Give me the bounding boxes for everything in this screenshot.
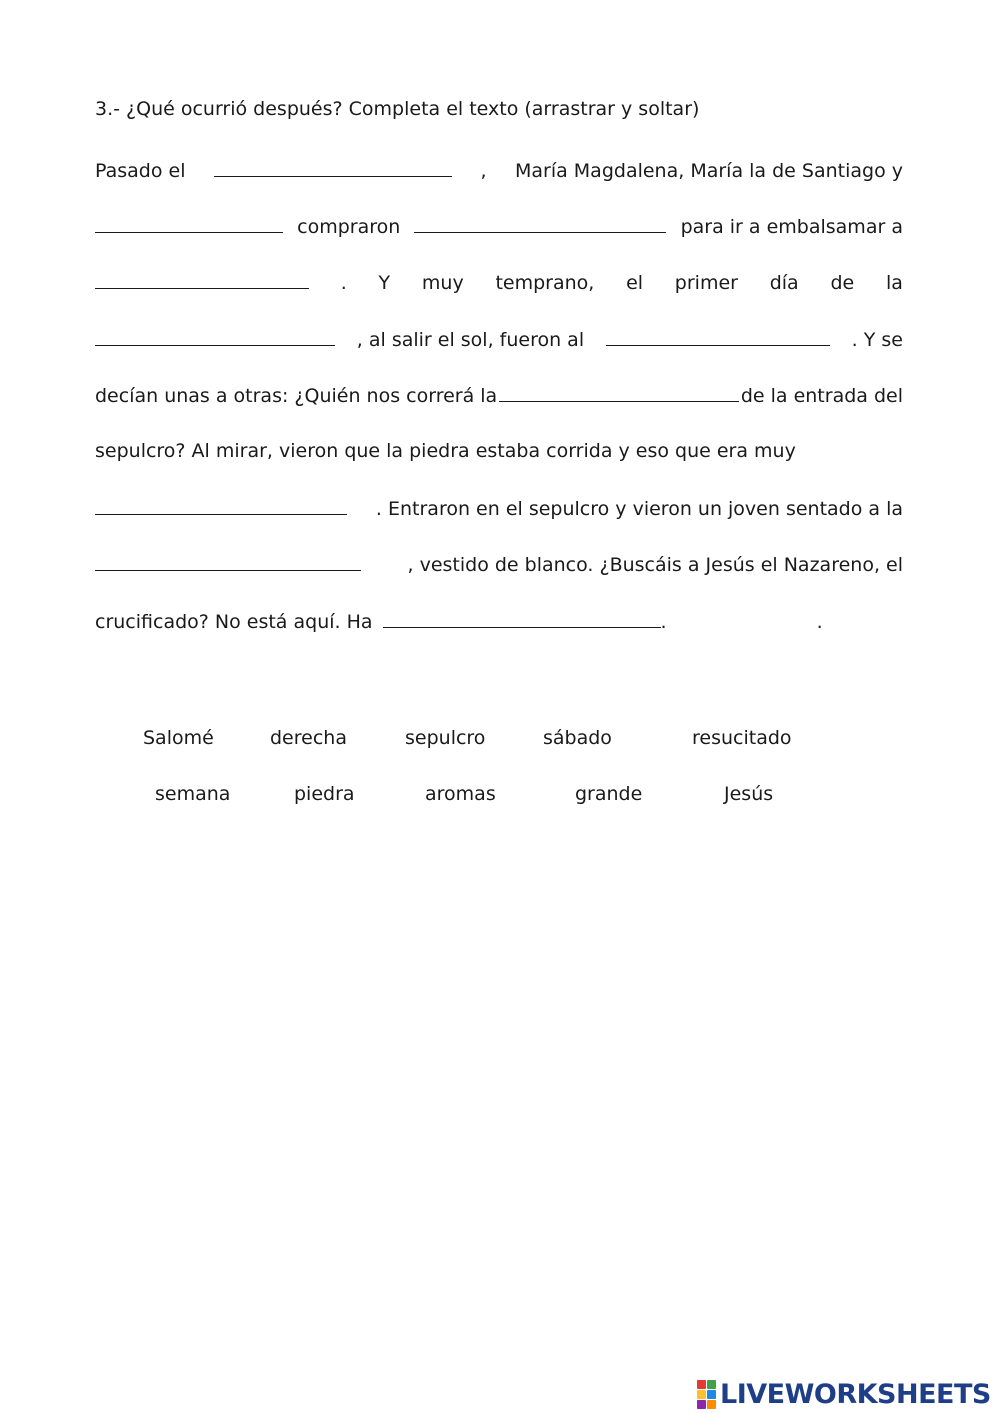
text-segment: sepulcro? Al mirar, vieron que la piedra estaba corrida y eso que era muy [95,440,796,462]
text-segment: . [816,611,823,633]
logo-square [697,1380,706,1389]
logo-icon [697,1380,716,1409]
text-line [95,158,903,186]
word-tile[interactable]: Jesús [724,783,774,805]
answer-blank[interactable] [499,383,739,402]
text-segment: crucificado? No está aquí. Ha [95,611,373,633]
word-tile[interactable]: sábado [543,727,612,749]
text-segment: Pasado el [95,160,186,182]
text-segment: muy [421,272,464,294]
answer-blank[interactable] [95,327,335,346]
answer-blank[interactable] [95,496,347,515]
text-line [95,496,903,524]
logo-square [707,1380,716,1389]
answer-blank[interactable] [383,609,661,628]
liveworksheets-logo [697,1377,991,1411]
answer-blank[interactable] [95,552,361,571]
text-segment: , vestido de blanco. ¿Buscáis a Jesús el Nazareno, el [407,554,903,576]
word-tile[interactable]: sepulcro [405,727,486,749]
text-segment: . Y se [851,329,903,351]
text-segment: , al salir el sol, fueron al [356,329,585,351]
text-segment: María Magdalena, María la de Santiago y [514,160,903,182]
text-segment: primer [674,272,738,294]
text-line [95,270,903,298]
word-tile[interactable]: derecha [270,727,347,749]
word-tile[interactable]: resucitado [692,727,792,749]
text-segment: la [885,272,903,294]
text-segment: . Entraron en el sepulcro y vieron un joven sentado a la [375,498,903,520]
word-tile[interactable]: grande [575,783,643,805]
text-segment: , [480,160,487,182]
text-segment: día [769,272,799,294]
text-line [95,609,903,637]
answer-blank[interactable] [606,327,830,346]
text-segment: el [626,272,644,294]
text-line [95,327,903,355]
text-segment: Y [378,272,391,294]
logo-square [707,1400,716,1409]
text-line [95,552,903,580]
logo-square [707,1390,716,1399]
word-tile[interactable]: semana [155,783,231,805]
logo-square [697,1390,706,1399]
text-segment: de [830,272,855,294]
text-line [95,214,903,242]
text-segment: de la entrada del [740,385,903,407]
answer-blank[interactable] [414,214,666,233]
text-segment: temprano, [495,272,595,294]
word-tile[interactable]: aromas [425,783,496,805]
text-segment: decían unas a otras: ¿Quién nos correrá la [95,385,498,407]
exercise-title: 3.- ¿Qué ocurrió después? Completa el texto (arrastrar y soltar) [95,98,700,120]
logo-square [697,1400,706,1409]
word-tile[interactable]: Salomé [143,727,214,749]
answer-blank[interactable] [95,214,283,233]
text-segment: . [340,272,347,294]
word-tile[interactable]: piedra [294,783,355,805]
text-segment: . [660,611,667,633]
answer-blank[interactable] [95,270,309,289]
text-segment: compraron [297,216,401,238]
answer-blank[interactable] [214,158,452,177]
logo-text: LIVEWORKSHEETS [720,1378,991,1410]
text-segment: para ir a embalsamar a [680,216,903,238]
text-line [95,440,903,468]
text-line [95,383,903,411]
